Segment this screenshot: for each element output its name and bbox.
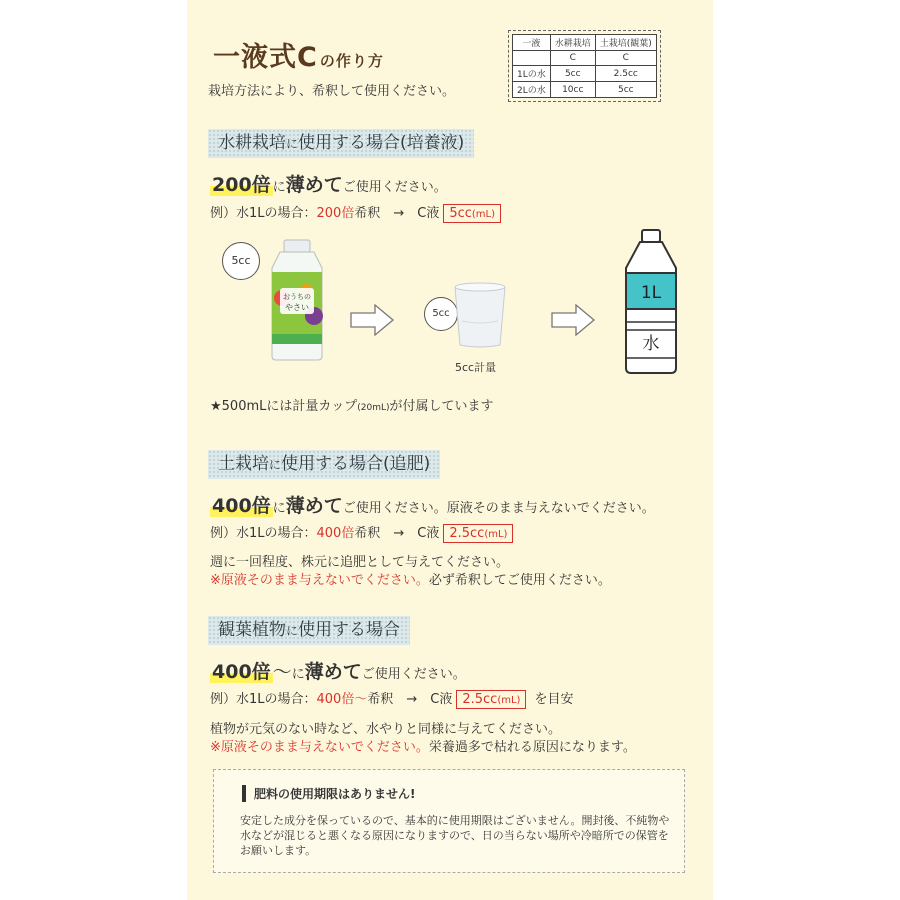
table-cell: C <box>550 51 595 66</box>
strength-verb: 薄めて <box>304 661 362 683</box>
strength-particle: に <box>272 180 286 195</box>
note-small: (20mL) <box>357 403 390 413</box>
heading-text: 水耕栽培 <box>218 133 286 153</box>
warning-note <box>210 569 611 588</box>
amount-bubble: 5cc <box>424 297 458 331</box>
strength-verb: 薄めて <box>285 174 343 196</box>
table-row <box>513 82 657 98</box>
table-header-cell: 土栽培(観葉) <box>595 35 656 51</box>
arrow-right-icon <box>349 303 395 337</box>
heading-particle: に <box>286 624 299 638</box>
bottle-label-bottom: やさい <box>285 303 309 312</box>
title-suffix-text: の作り方 <box>319 52 384 70</box>
amount-bubble: 5cc <box>222 242 260 280</box>
example-suffix: 希釈 → C液 <box>354 206 440 221</box>
table-header-cell: 一液 <box>513 35 551 51</box>
pet-label-top: 1L <box>640 283 662 303</box>
heading-text: 使用する場合(培養液) <box>298 133 465 153</box>
example-ratio: 200倍 <box>316 206 355 221</box>
cup-caption: 5cc計量 <box>455 361 497 374</box>
table-cell: 5cc <box>550 66 595 82</box>
heading-text: 使用する場合(追肥) <box>281 454 431 474</box>
arrow-right-icon <box>550 303 596 337</box>
amount-box <box>443 524 513 543</box>
amount-value: 2.5cc <box>462 692 498 707</box>
warning-tail: 栄養過多で枯れる原因になります。 <box>428 740 636 755</box>
strength-ratio: 400倍 <box>212 495 271 517</box>
table-cell: 2Lの水 <box>513 82 551 98</box>
note-main: ★500mLには計量カップ <box>210 399 358 414</box>
dilution-example <box>210 522 513 541</box>
strength-verb: 薄めて <box>285 495 343 517</box>
heading-text: 使用する場合 <box>298 620 401 640</box>
example-ratio: 400倍〜 <box>316 692 368 707</box>
table-cell: C <box>595 51 656 66</box>
example-ratio: 400倍 <box>316 526 355 541</box>
warning-tail: 必ず希釈してご使用ください。 <box>428 573 611 588</box>
table-cell: 2.5cc <box>595 66 656 82</box>
table-cell: 5cc <box>595 82 656 98</box>
strength-tail: ご使用ください。原液そのまま与えないでください。 <box>342 501 655 516</box>
strength-particle: に <box>272 501 286 516</box>
table-cell: 10cc <box>550 82 595 98</box>
table-row <box>513 66 657 82</box>
heading-particle: に <box>286 137 299 151</box>
amount-unit: (mL) <box>484 529 508 540</box>
dilution-table <box>512 34 657 98</box>
usage-note: 植物が元気のない時など、水やりと同様に与えてください。 <box>210 722 562 737</box>
example-prefix: 例）水1Lの場合： <box>210 206 317 221</box>
dilution-strength <box>210 170 447 197</box>
page-title <box>213 35 384 74</box>
amount-box <box>456 690 526 709</box>
amount-unit: (mL) <box>471 209 496 220</box>
example-suffix: 希釈 → C液 <box>354 526 440 541</box>
section-heading-soil <box>208 450 440 479</box>
dilution-strength <box>210 491 655 518</box>
heading-particle: に <box>269 458 282 472</box>
example-suffix: 希釈 → C液 <box>367 692 453 707</box>
dilution-example <box>210 688 573 707</box>
dilution-example <box>210 202 501 221</box>
example-prefix: 例）水1Lの場合： <box>210 692 317 707</box>
section-heading-houseplants <box>208 616 410 645</box>
page-subtitle: 栽培方法により、希釈して使用ください。 <box>208 84 456 99</box>
title-main-text: 一液式C <box>213 42 318 73</box>
table-cell: 1Lの水 <box>513 66 551 82</box>
expiry-title: 肥料の使用期限はありません! <box>242 785 415 802</box>
table-cell <box>513 51 551 66</box>
example-prefix: 例）水1Lの場合： <box>210 526 317 541</box>
water-bottle-icon <box>620 228 682 376</box>
section-heading-hydroponics <box>208 129 474 158</box>
heading-text: 土栽培 <box>218 454 269 474</box>
warning-text: ※原液そのまま与えないでください。 <box>210 740 429 755</box>
cup-included-note <box>210 395 494 414</box>
strength-tail: ご使用ください。 <box>342 180 447 195</box>
fertilizer-bottle-icon <box>262 238 332 362</box>
usage-note: 週に一回程度、株元に追肥として与えてください。 <box>210 555 510 570</box>
strength-ratio: 200倍 <box>212 174 271 196</box>
pet-label-bottom: 水 <box>642 334 660 354</box>
strength-particle: に <box>291 667 305 682</box>
warning-note <box>210 736 636 755</box>
heading-text: 観葉植物 <box>218 620 286 640</box>
strength-ratio: 400倍 <box>212 661 271 683</box>
measuring-cup-icon <box>452 281 508 351</box>
amount-value: 2.5cc <box>449 526 485 541</box>
bottle-label-top: おうちの <box>283 293 311 301</box>
warning-text: ※原液そのまま与えないでください。 <box>210 573 429 588</box>
strength-wave: 〜 <box>272 661 292 683</box>
table-header-row <box>513 35 657 51</box>
strength-tail: ご使用ください。 <box>361 667 466 682</box>
table-header-cell: 水耕栽培 <box>550 35 595 51</box>
amount-unit: (mL) <box>497 695 521 706</box>
expiry-text: 安定した成分を保っているので、基本的に使用期限はございません。開封後、不純物や水などが混じると悪くなる原因になりますので、日の当らない場所や冷暗所での保管をお願いします。 <box>240 814 670 857</box>
example-end: を目安 <box>534 692 574 707</box>
amount-value: 5cc <box>449 206 472 221</box>
table-row <box>513 51 657 66</box>
amount-box <box>443 204 501 223</box>
dilution-strength <box>210 657 466 684</box>
note-end: が付属しています <box>389 399 494 414</box>
